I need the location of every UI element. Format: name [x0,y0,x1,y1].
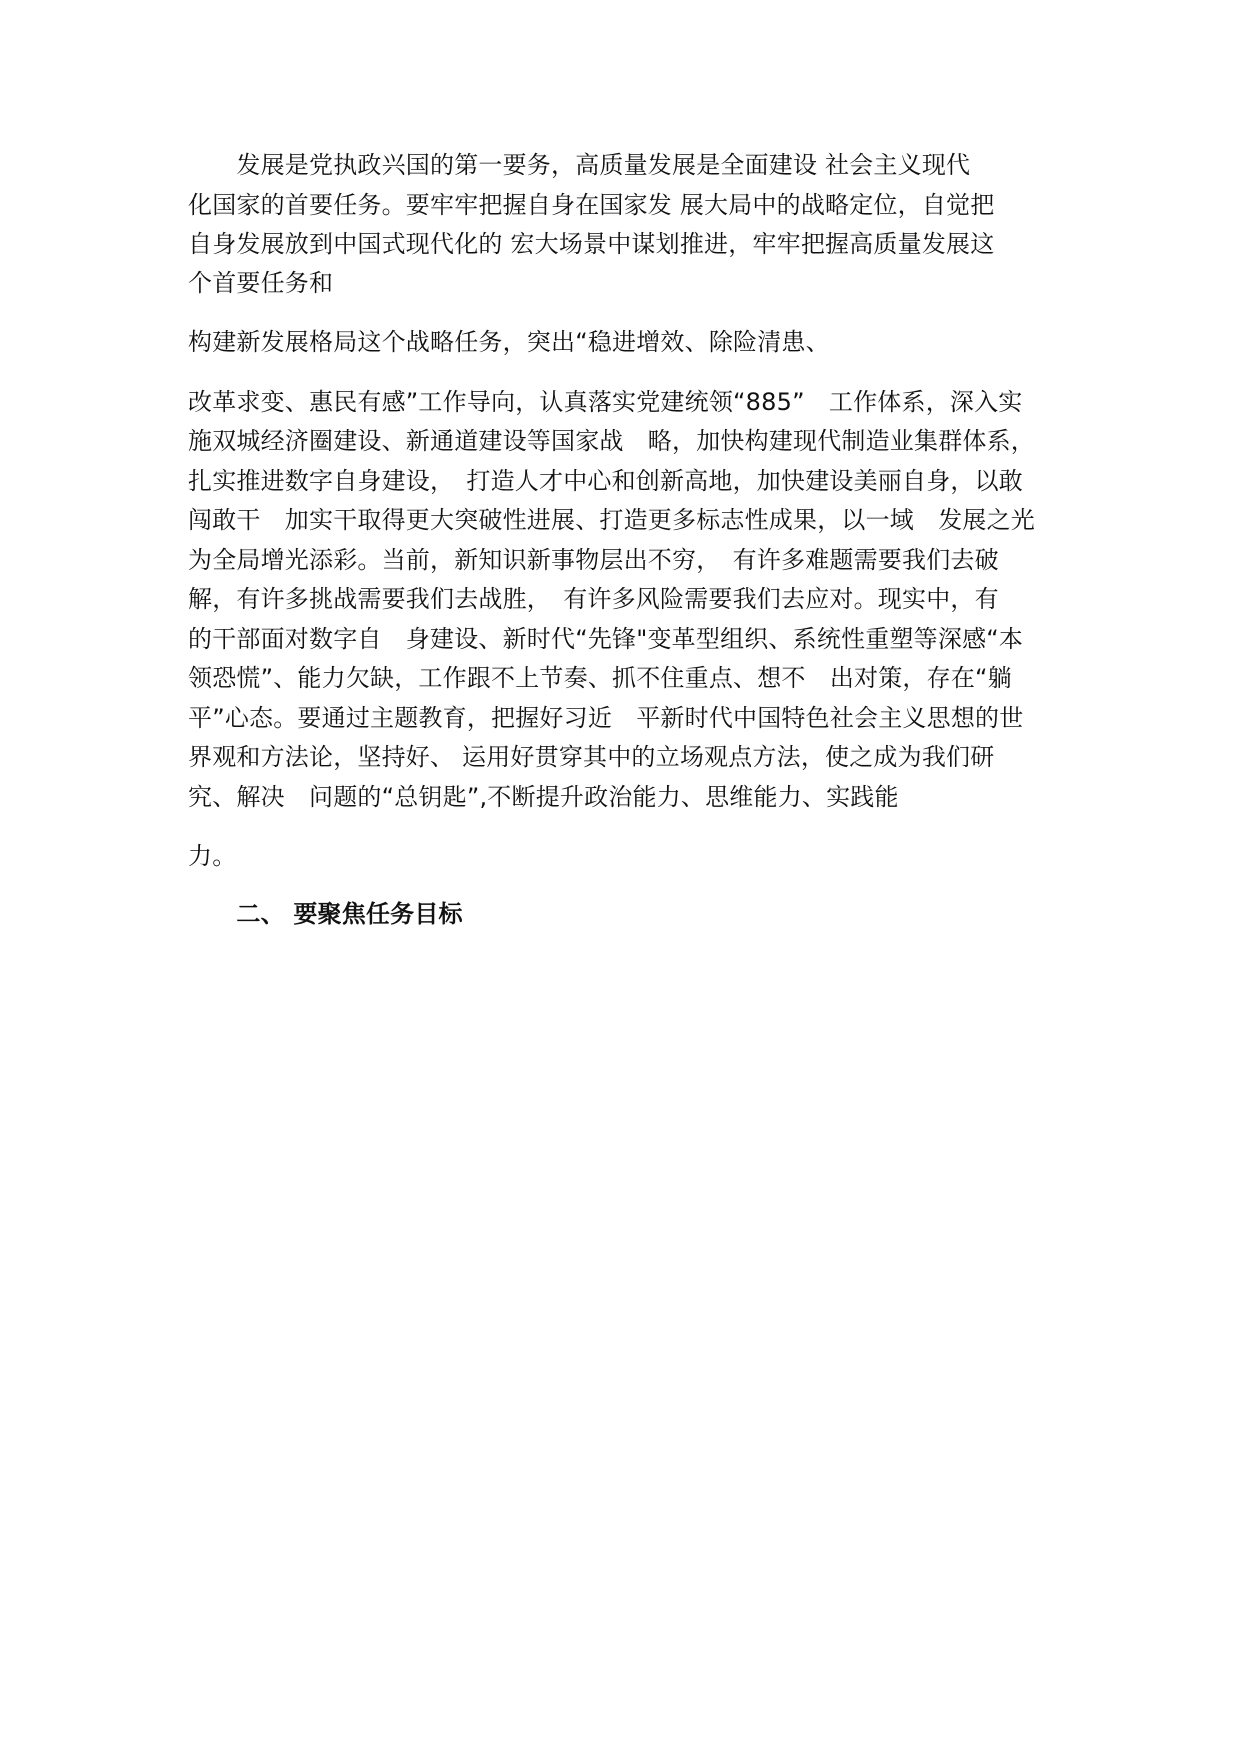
paragraph-2-line-1: 构建新发展格局这个战略任务，突出“稳进增效、除险清患、 [188,328,830,356]
paragraph-3-line-9: 平”心态。要通过主题教育，把握好习近 平新时代中国特色社会主义思想的世 [188,704,1024,732]
paragraph-3-line-10: 界观和方法论，坚持好、 运用好贯穿其中的立场观点方法，使之成为我们研 [188,743,995,771]
paragraph-3-line-8: 领恐慌”、能力欠缺，工作跟不上节奏、抓不住重点、想不 出对策，存在“躺 [188,664,1012,692]
paragraph-1-line-1: 发展是党执政兴国的第一要务，高质量发展是全面建设 社会主义现代 [188,151,971,179]
paragraph-3-line-11: 究、解决 问题的“总钥匙”,不断提升政治能力、思维能力、实践能 [188,783,899,811]
paragraph-3-line-2: 施双城经济圈建设、新通道建设等国家战 略，加快构建现代制造业集群体系， [188,427,1035,455]
paragraph-3-line-3: 扎实推进数字自身建设， 打造人才中心和创新高地，加快建设美丽自身，以敢 [188,467,1023,495]
paragraph-1-line-2: 化国家的首要任务。要牢牢把握自身在国家发 展大局中的战略定位，自觉把 [188,191,995,219]
section-heading: 二、 要聚焦任务目标 [188,900,463,928]
paragraph-3-line-5: 为全局增光添彩。当前，新知识新事物层出不穷， 有许多难题需要我们去破 [188,546,999,574]
paragraph-1-line-3: 自身发展放到中国式现代化的 宏大场景中谋划推进，牢牢把握高质量发展这 [188,230,995,258]
paragraph-3-line-6: 解，有许多挑战需要我们去战胜， 有许多风险需要我们去应对。现实中，有 [188,585,999,613]
paragraph-3-line-4: 闯敢干 加实干取得更大突破性进展、打造更多标志性成果，以一域 发展之光 [188,506,1035,534]
paragraph-1-line-4: 个首要任务和 [188,269,334,297]
paragraph-3-line-1: 改革求变、惠民有感”工作导向，认真落实党建统领“885” 工作体系，深入实 [188,388,1023,416]
paragraph-4-line-1: 力。 [188,842,237,870]
paragraph-3-line-7: 的干部面对数字自 身建设、新时代“先锋"变革型组织、系统性重塑等深感“本 [188,625,1024,653]
